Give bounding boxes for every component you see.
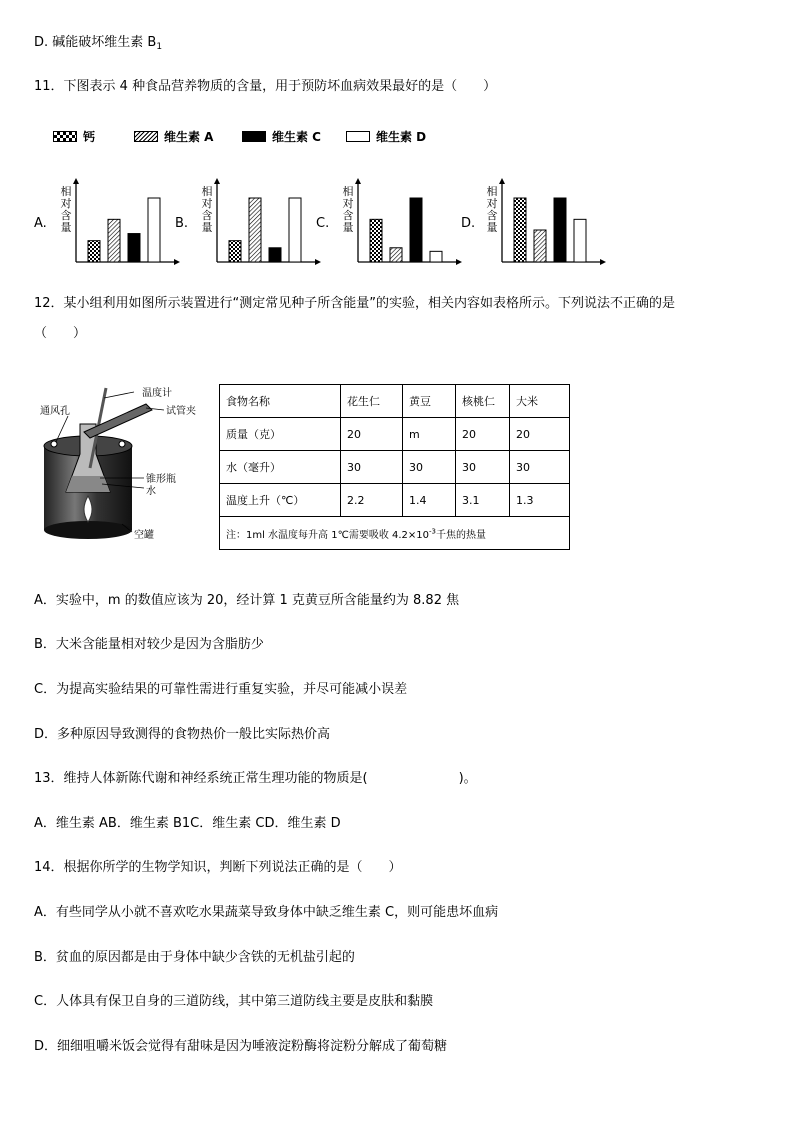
bar-vitamin-a: [249, 198, 261, 262]
flask-label: 锥形瓶: [146, 474, 176, 485]
bar-vitamin-d: [574, 219, 586, 262]
chart-option-b-label: B.: [175, 216, 189, 231]
chart-option-c-label: C.: [316, 216, 330, 231]
x-axis-arrow: [600, 259, 606, 265]
legend-calcium: 钙: [53, 128, 95, 144]
y-axis-arrow: [355, 178, 361, 184]
chart-b: [215, 178, 321, 270]
table-cell: 黄豆: [403, 385, 456, 418]
chart-a: [74, 178, 180, 270]
table-cell: 3.1: [456, 484, 510, 517]
chart-option-a-label: A.: [34, 216, 47, 231]
bar-calcium: [229, 241, 241, 262]
table-cell: 1.3: [510, 484, 570, 517]
clamp-label: 试管夹: [166, 406, 196, 417]
water-label: 水: [146, 486, 156, 497]
q12-option-c: C．为提高实验结果的可靠性需进行重复实验，并尽可能减小误差: [34, 682, 408, 697]
vent-label: 通风孔: [40, 406, 70, 417]
q11-stem: 11．下图表示 4 种食品营养物质的含量，用于预防坏血病效果最好的是（ ）: [34, 79, 497, 94]
chart-c: [356, 178, 462, 270]
bar-vitamin-c: [410, 198, 422, 262]
bar-vitamin-a: [108, 219, 120, 262]
chart-a-ylabel: 相对含量: [60, 185, 72, 234]
table-header-row: [220, 385, 570, 418]
can-label: 空罐: [134, 530, 154, 541]
table-cell: 水（毫升）: [220, 451, 341, 484]
table-cell: 30: [403, 451, 456, 484]
q12-option-d: D．多种原因导致测得的食物热价一般比实际热价高: [34, 727, 331, 742]
table-note-row: [220, 517, 570, 550]
table-cell: 20: [456, 418, 510, 451]
table-cell: m: [403, 418, 456, 451]
chart-c-ylabel: 相对含量: [342, 185, 354, 234]
bar-vitamin-c: [554, 198, 566, 262]
chart-b-ylabel: 相对含量: [201, 185, 213, 234]
table-row: [220, 418, 570, 451]
chart-d: [500, 178, 606, 270]
bar-vitamin-c: [128, 234, 140, 262]
q12-option-a: A．实验中，m 的数值应该为 20，经计算 1 克黄豆所含能量约为 8.82 焦: [34, 593, 460, 608]
x-axis-arrow: [456, 259, 462, 265]
table-cell: 20: [510, 418, 570, 451]
q13-stem: 13．维持人体新陈代谢和神经系统正常生理功能的物质是( )。: [34, 771, 477, 786]
food-energy-table: [219, 384, 570, 550]
bar-vitamin-a: [534, 230, 546, 262]
table-cell: 1.4: [403, 484, 456, 517]
legend-vitamin-a: 维生素 A: [134, 128, 213, 144]
table-cell: 2.2: [341, 484, 403, 517]
bar-calcium: [514, 198, 526, 262]
table-cell: 花生仁: [341, 385, 403, 418]
bar-vitamin-a: [390, 248, 402, 262]
solid-swatch: [242, 131, 266, 142]
hatched-swatch: [134, 131, 158, 142]
thermometer-label: 温度计: [142, 388, 172, 399]
table-cell: 30: [456, 451, 510, 484]
y-axis-arrow: [73, 178, 79, 184]
x-axis-arrow: [315, 259, 321, 265]
q13-options: A．维生素 AB．维生素 B1C．维生素 CD．维生素 D: [34, 816, 341, 831]
table-cell: 30: [341, 451, 403, 484]
table-cell: 大米: [510, 385, 570, 418]
legend-vitamin-d: 维生素 D: [346, 128, 426, 144]
q10-option-d: D. 碱能破坏维生素 $B_1$: [34, 35, 163, 52]
q12-option-b: B．大米含能量相对较少是因为含脂肪少: [34, 637, 264, 652]
table-cell: 30: [510, 451, 570, 484]
x-axis-arrow: [174, 259, 180, 265]
bar-vitamin-d: [148, 198, 160, 262]
table-cell: 20: [341, 418, 403, 451]
q14-option-b: B．贫血的原因都是由于身体中缺少含铁的无机盐引起的: [34, 950, 355, 965]
table-cell: 质量（克）: [220, 418, 341, 451]
bar-calcium: [370, 219, 382, 262]
q14-option-d: D．细细咀嚼米饭会觉得有甜味是因为唾液淀粉酶将淀粉分解成了葡萄糖: [34, 1039, 448, 1054]
checkered-swatch: [53, 131, 77, 142]
table-row: [220, 451, 570, 484]
table-cell: 温度上升（℃）: [220, 484, 341, 517]
q14-option-c: C．人体具有保卫自身的三道防线，其中第三道防线主要是皮肤和黏膜: [34, 994, 434, 1009]
bar-calcium: [88, 241, 100, 262]
table-cell: 食物名称: [220, 385, 341, 418]
q14-option-a: A．有些同学从小就不喜欢吃水果蔬菜导致身体中缺乏维生素 C，则可能患坏血病: [34, 905, 499, 920]
bar-vitamin-c: [269, 248, 281, 262]
y-axis-arrow: [214, 178, 220, 184]
chart-d-ylabel: 相对含量: [486, 185, 498, 234]
q12-stem-paren: （ ）: [34, 326, 87, 341]
y-axis-arrow: [499, 178, 505, 184]
bar-vitamin-d: [430, 251, 442, 262]
table-row: [220, 484, 570, 517]
bar-vitamin-d: [289, 198, 301, 262]
calorimeter-apparatus-illustration: [34, 384, 214, 546]
empty-swatch: [346, 131, 370, 142]
chart-option-d-label: D.: [461, 216, 476, 231]
legend-vitamin-c: 维生素 C: [242, 128, 321, 144]
table-cell: 核桃仁: [456, 385, 510, 418]
q14-stem: 14．根据你所学的生物学知识，判断下列说法正确的是（ ）: [34, 860, 402, 875]
table-note: 注：1ml 水温度每升高 1℃需要吸收 $4.2\times 10^{-3}$千焦的热量: [220, 517, 570, 550]
q12-stem: 12．某小组利用如图所示装置进行“测定常见种子所含能量”的实验，相关内容如表格所示。下列说法不正确的是: [34, 296, 676, 311]
